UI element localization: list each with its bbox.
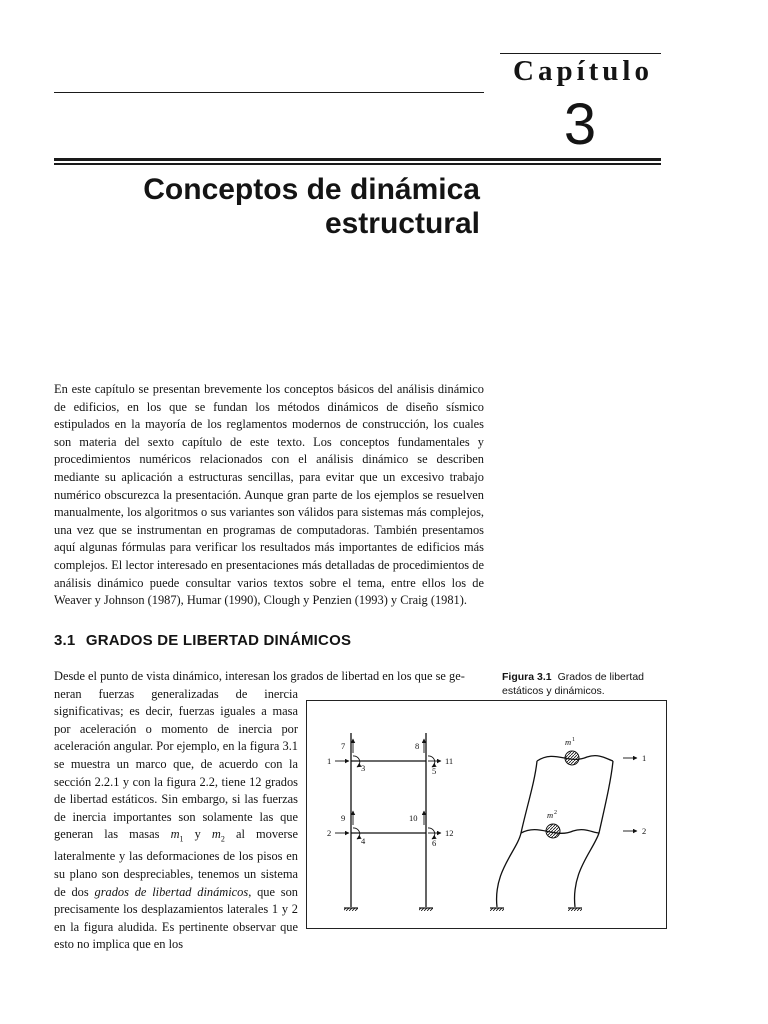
body-text-a: neran fuerzas generalizadas de inercia significativas; es decir, fuerzas iguales a masa por aceleración o momento de inercia por aceleración angular. Por ejemplo, en la figura 3.1 se muestra un marco que, de acuerdo con la sección 2.2.1 y con la figura 2.2, tiene 12 grados de libertad estáticos. Sin embargo, si las fuerzas de inercia importantes son solamente las que generan las masas (54, 686, 298, 842)
dof-label-1: 1 (327, 756, 332, 766)
mass-1-superscript: 1 (572, 737, 575, 743)
section-heading (54, 632, 351, 649)
chapter-label: Capítulo (513, 55, 653, 87)
dof-label-11: 11 (445, 756, 454, 766)
mass-1-label: m (565, 737, 572, 747)
deformed-right-column (575, 761, 613, 907)
chapter-title-line-2: estructural (324, 207, 480, 240)
dof-label-6: 6 (432, 838, 437, 848)
dynamic-dof-label-2: 2 (642, 826, 647, 836)
section-number: 3.1 (54, 632, 76, 649)
dof-label-12: 12 (445, 828, 454, 838)
figure-caption (502, 670, 668, 698)
dof-label-10: 10 (409, 813, 418, 823)
mass-1-circle (565, 751, 579, 765)
body-text-c: al moverse lateralmente y las deformaciones de los pisos en su plano son despreciables, tenemos un sistema de dos (54, 827, 298, 899)
mass-symbol-1: m (170, 827, 180, 842)
dof-label-9: 9 (341, 813, 346, 823)
dynamic-dof-label-1: 1 (642, 753, 647, 763)
dof-label-7: 7 (341, 741, 346, 751)
dof-label-3: 3 (361, 763, 366, 773)
mass-2-label: m (547, 810, 554, 820)
mass-subscript-1: 1 (179, 834, 184, 844)
dof-label-4: 4 (361, 836, 366, 846)
deformed-supports (490, 908, 582, 911)
static-supports (344, 908, 433, 911)
figure-label: Figura 3.1 (502, 671, 552, 683)
chapter-title (60, 173, 480, 241)
figure-caption-text: Grados de libertad estáticos y dinámicos. (502, 671, 644, 697)
dof-label-5: 5 (432, 766, 437, 776)
body-emphasis: grados de libertad dinámicos (94, 884, 249, 899)
chapter-title-line-1: Conceptos de dinámica (143, 173, 480, 206)
body-text-d: , que son precisamente los desplazamientos laterales 1 y 2 en la figura aludida. Es pertinente observar que esto no implica que en los (54, 884, 298, 952)
header-left-rule (54, 92, 484, 93)
dof-label-8: 8 (415, 741, 420, 751)
body-text-b: y (183, 827, 212, 842)
top-right-rule (500, 53, 661, 54)
deformed-left-column (497, 761, 537, 907)
mass-2-circle (546, 824, 560, 838)
intro-paragraph: En este capítulo se presentan brevemente los conceptos básicos del análisis dinámico de edificios, en los que se fundan los métodos dinámicos de diseño sísmico estipulados en la mayoría de los reglamentos modernos de construcción, los cuales son materia del sexto capítulo de este texto. Los conceptos fundamentales y procedimientos numéricos relacionados con el análisis dinámico se describen mediante su aplicación a estructuras sencillas, para evitar que un excesivo trabajo numérico obscurezca la presentación. Aunque gran parte de los ejemplos se resuelven manualmente, los algoritmos o sus variantes son válidos para sistemas más complejos, una vez que se instrumentan en programas de computadoras. También presentamos aquí algunas fórmulas para verificar los resultados más importantes de edificios más complejos. El lector interesado en presentaciones más detalladas de procedimientos de análisis dinámico puede consultar varios textos sobre el tema, entre ellos los de Weaver y Johnson (1987), Humar (1990), Clough y Penzien (1993) y Craig (1981). (54, 382, 484, 608)
section-title: GRADOS DE LIBERTAD DINÁMICOS (85, 632, 352, 649)
figure-frame-diagram (306, 700, 667, 929)
figure-diagram-svg (307, 701, 668, 930)
mass-2-superscript: 2 (554, 810, 557, 816)
body-paragraph (54, 686, 298, 954)
title-double-rule-bottom (54, 163, 661, 165)
mass-symbol-2: m (211, 827, 221, 842)
mass-subscript-2: 2 (220, 834, 225, 844)
dof-label-2: 2 (327, 828, 332, 838)
dynamic-dof-arrows (623, 758, 637, 831)
chapter-number: 3 (563, 92, 597, 157)
body-first-line: Desde el punto de vista dinámico, interesan los grados de libertad en los que se ge- (54, 669, 465, 683)
